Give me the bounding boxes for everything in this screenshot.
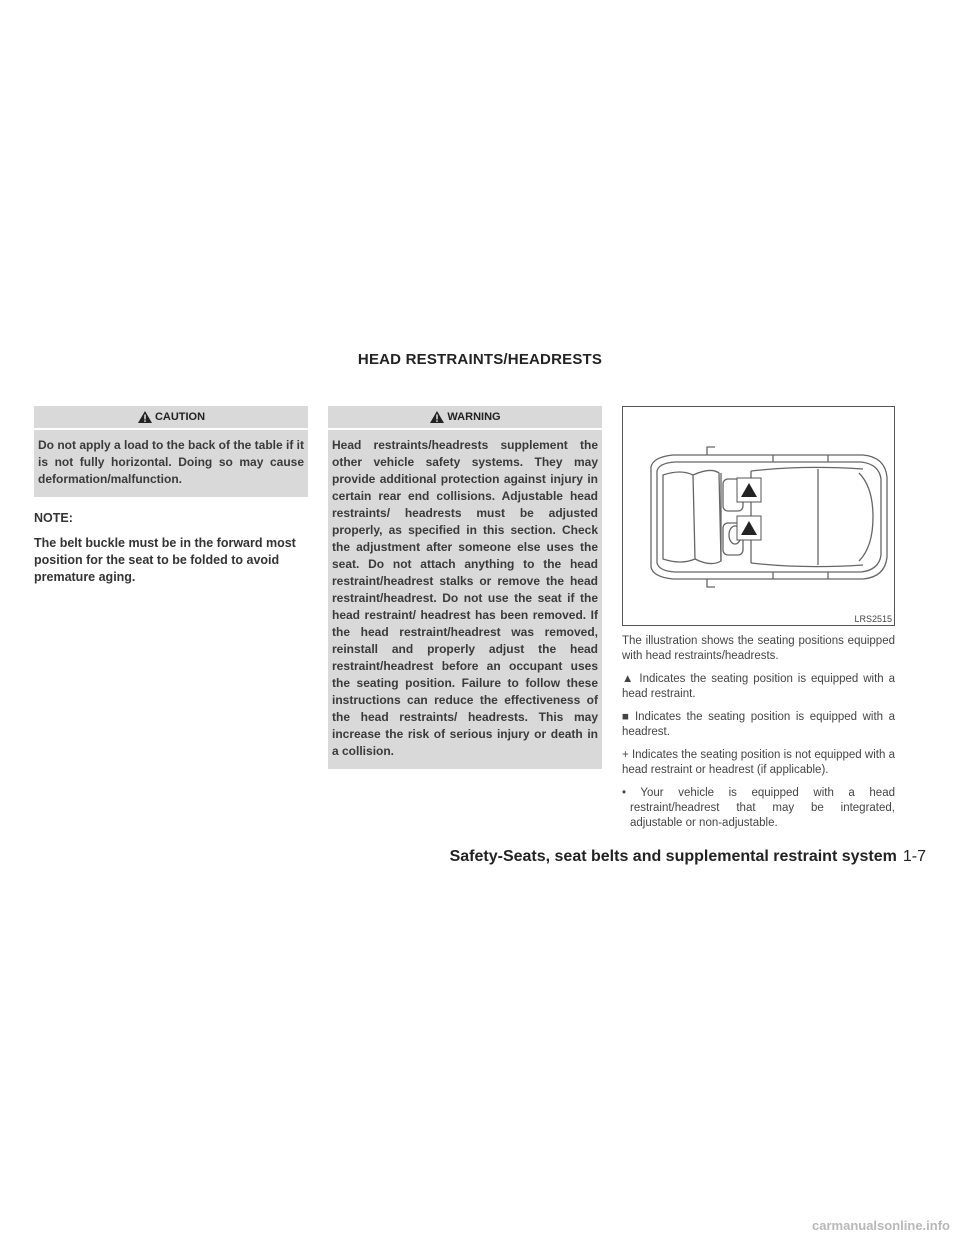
body-text	[622, 634, 895, 831]
vehicle-top-view	[623, 407, 894, 625]
seating-illustration	[622, 406, 895, 626]
chapter-title: Safety-Seats, seat belts and supplemental restraint system	[449, 848, 897, 865]
warning-triangle-icon	[137, 410, 153, 424]
caution-box	[34, 406, 308, 497]
triangle-paragraph	[622, 672, 895, 702]
note-label: NOTE:	[34, 511, 73, 525]
triangle-text: Indicates the seating position is equipped with a head restraint.	[622, 673, 895, 700]
caution-header	[34, 406, 308, 428]
warning-box	[328, 406, 602, 769]
plus-paragraph: + Indicates the seating position is not equipped with a head restraint or headrest (if applicable).	[622, 749, 895, 776]
page-footer	[450, 848, 926, 866]
warning-triangle-icon	[429, 410, 445, 424]
note-text: The belt buckle must be in the forward most position for the seat to be folded to avoid premature aging.	[34, 536, 296, 584]
watermark: carmanualsonline.info	[812, 1218, 950, 1233]
warning-title: WARNING	[447, 411, 501, 423]
square-text: Indicates the seating position is equipped with a headrest.	[622, 711, 895, 738]
square-symbol: ■	[622, 711, 629, 723]
caution-text: Do not apply a load to the back of the table if it is not fully horizontal. Doing so may cause deformation/malfunction.	[34, 428, 308, 497]
column-left	[34, 406, 308, 586]
column-right	[622, 406, 895, 831]
intro-paragraph: The illustration shows the seating positions equipped with head restraints/headrests.	[622, 635, 895, 662]
section-title: HEAD RESTRAINTS/HEADRESTS	[357, 351, 603, 368]
figure-label: LRS2515	[854, 614, 892, 624]
caution-title: CAUTION	[154, 411, 206, 423]
warning-text: Head restraints/headrests supplement the other vehicle safety systems. They may provide additional protection against injury in certain rear end collisions. Adjustable head restraints/ headrests must be adjusted properly, as specified in this section. Check the adjustment after someone else uses the seat. Do not attach anything to the head restraint/headrest stalks or remove the head restraint/headrest. Do not use the seat if the head restraint/ headrest has been removed. If the head restraint/headrest was removed, reinstall and properly adjust the head restraint/headrest before an occupant uses the seating position. Failure to follow these instructions can reduce the effectiveness of the head restraints/ headrests. This may increase the risk of serious injury or death in a collision.	[328, 428, 602, 769]
square-paragraph	[622, 710, 895, 740]
warning-header	[328, 406, 602, 428]
page-number: 1-7	[902, 848, 926, 865]
column-middle	[328, 406, 602, 769]
bullet-paragraph: • Your vehicle is equipped with a head restraint/headrest that may be integrated, adjustable or non-adjustable.	[622, 787, 895, 829]
triangle-symbol: ▲	[622, 673, 634, 685]
